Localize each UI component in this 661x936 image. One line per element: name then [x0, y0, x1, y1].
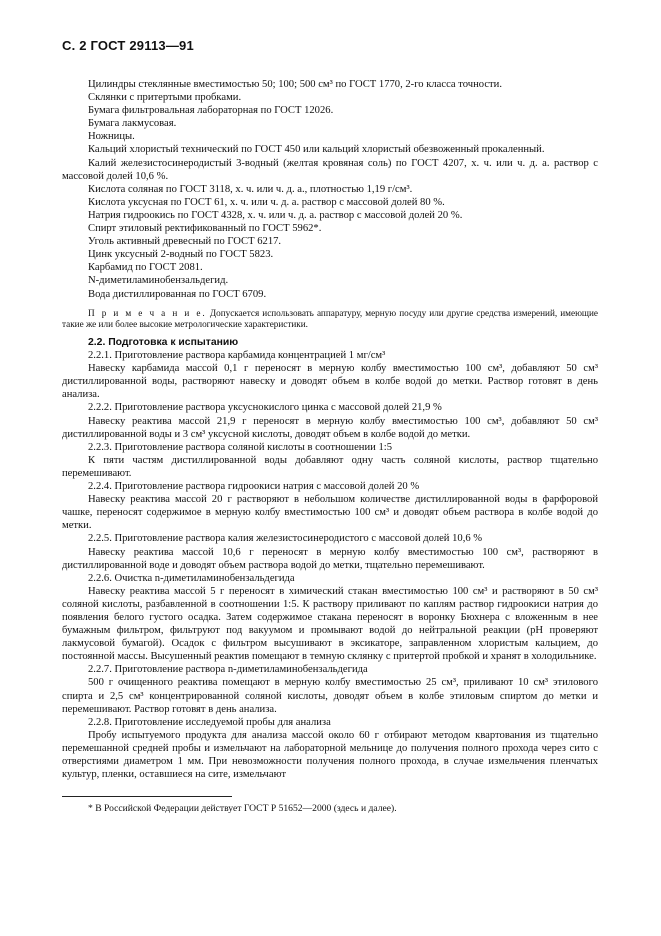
note-label: П р и м е ч а н и е.	[88, 307, 207, 318]
materials-item: Кислота уксусная по ГОСТ 61, х. ч. или ч. д. а. раствор с массовой долей 80 %.	[88, 196, 445, 208]
note	[62, 308, 598, 330]
materials-item: Вода дистиллированная по ГОСТ 6709.	[88, 288, 267, 300]
materials-item: Склянки с притертыми пробками.	[88, 92, 242, 104]
paragraph: К пяти частям дистиллированной воды добавляют одну часть соляной кислоты, раствор тщательно перемешивают.	[62, 454, 598, 479]
footnote: * В Российской Федерации действует ГОСТ Р 51652—2000 (здесь и далее).	[88, 803, 397, 814]
subsection-title: 2.2.6. Очистка n-диметиламинобензальдегида	[88, 572, 295, 584]
materials-item: Бумага фильтровальная лабораторная по ГОСТ 12026.	[88, 105, 334, 117]
footnote-divider	[62, 796, 232, 797]
paragraph: Пробу испытуемого продукта для анализа массой около 60 г отбирают методом квартования из тщательно перемешанной средней пробы и измельчают на лабораторной мельнице до получения полного прохода через сито с отверстиями диаметром 1 мм. При невозможности получения полного прохода, в случае измельчения пленчатых культур, пленки, оставшиеся на сите, измельчают	[62, 729, 598, 781]
subsection-title: 2.2.4. Приготовление раствора гидроокиси натрия с массовой долей 20 %	[88, 481, 420, 493]
materials-item: Цилиндры стеклянные вместимостью 50; 100; 500 см³ по ГОСТ 1770, 2-го класса точности.	[88, 79, 502, 90]
subsection-title: 2.2.5. Приготовление раствора калия железистосинеродистого с массовой долей 10,6 %	[88, 533, 483, 545]
materials-item: Цинк уксусный 2-водный по ГОСТ 5823.	[88, 249, 274, 261]
paragraph: Навеску реактива массой 10,6 г переносят в мерную колбу вместимостью 100 см³, растворяют в дистиллированной воде и доводят объем раствора водой до метки, тщательно перемешивают.	[62, 546, 598, 571]
paragraph: Навеску карбамида массой 0,1 г переносят в мерную колбу вместимостью 100 см³, добавляют 50 см³ дистиллированной воды, растворяют навеску и доводят объем в колбе водой до метки. Раствор готовят в день анализа.	[62, 363, 598, 401]
materials-item: Карбамид по ГОСТ 2081.	[88, 262, 203, 274]
page-header: С. 2 ГОСТ 29113—91	[62, 38, 194, 53]
note-text: Допускается использовать аппаратуру, мерную посуду или другие средства измерений, имеющие такие же или более высокие метрологические характеристики.	[62, 307, 599, 329]
paragraph: Навеску реактива массой 21,9 г переносят в мерную колбу вместимостью 100 см³, добавляют 50 см³ дистиллированной воды и 3 см³ уксусной кислоты, доводят объем в колбе водой до метки.	[62, 415, 598, 440]
materials-item: Калий железистосинеродистый 3-водный (желтая кровяная соль) по ГОСТ 4207, х. ч. или ч. д. а. раствор с массовой долей 10,6 %.	[62, 157, 598, 182]
subsection-title: 2.2.1. Приготовление раствора карбамида концентрацией 1 мг/см³	[88, 350, 386, 362]
section-heading: 2.2. Подготовка к испытанию	[88, 337, 239, 348]
subsection-title: 2.2.3. Приготовление раствора соляной кислоты в соотношении 1:5	[88, 441, 392, 453]
materials-item: Кальций хлористый технический по ГОСТ 450 или кальций хлористый обезвоженный прокаленный.	[88, 144, 545, 156]
materials-item: Бумага лакмусовая.	[88, 118, 177, 130]
subsection-title: 2.2.7. Приготовление раствора n-диметиламинобензальдегида	[88, 664, 368, 676]
materials-item: Уголь активный древесный по ГОСТ 6217.	[88, 236, 282, 248]
paragraph: Навеску реактива массой 5 г переносят в химический стакан вместимостью 100 см³ и растворяют в 50 см³ соляной кислоты, разбавленной в соотношении 1:5. К раствору приливают по каплям раствор гидроокиси натрия до появления белого густого осадка. Затем содержимое стакана переносят в воронку Бюхнера с вложенным в нее бумажным фильтром, фильтруют под вакуумом и промывают водой до нейтральной реакции (pH проверяют лакмусовой бумагой). Осадок с фильтром высушивают в эксикаторе, заправленном хлористым кальцием, до постоянной массы. Высушенный реактив помещают в темную склянку с притертой пробкой и хранят в холодильнике.	[62, 585, 598, 663]
materials-item: Спирт этиловый ректификованный по ГОСТ 5962*.	[88, 223, 322, 235]
subsection-title: 2.2.8. Приготовление исследуемой пробы для анализа	[88, 716, 331, 728]
materials-item: Ножницы.	[88, 131, 135, 143]
materials-item: Натрия гидроокись по ГОСТ 4328, х. ч. или ч. д. а. раствор с массовой долей 20 %.	[88, 209, 463, 221]
paragraph: Навеску реактива массой 20 г растворяют в небольшом количестве дистиллированной воды в фарфоровой чашке, переносят содержимое в мерную колбу вместимостью 100 см³ и доводят объем раствора в колбе водой до метки.	[62, 494, 598, 532]
document-body	[62, 78, 598, 781]
materials-item: Кислота соляная по ГОСТ 3118, х. ч. или ч. д. а., плотностью 1,19 г/см³.	[88, 183, 413, 195]
subsection-title: 2.2.2. Приготовление раствора уксуснокислого цинка с массовой долей 21,9 %	[88, 402, 442, 414]
materials-item: N-диметиламинобензальдегид.	[88, 275, 229, 287]
paragraph: 500 г очищенного реактива помещают в мерную колбу вместимостью 25 см³, приливают 10 см³ этилового спирта и 2,5 см³ концентрированной соляной кислоты, доводят объем в колбе этиловым спиртом до метки и перемешивают. Раствор готовят в день анализа.	[62, 677, 598, 715]
